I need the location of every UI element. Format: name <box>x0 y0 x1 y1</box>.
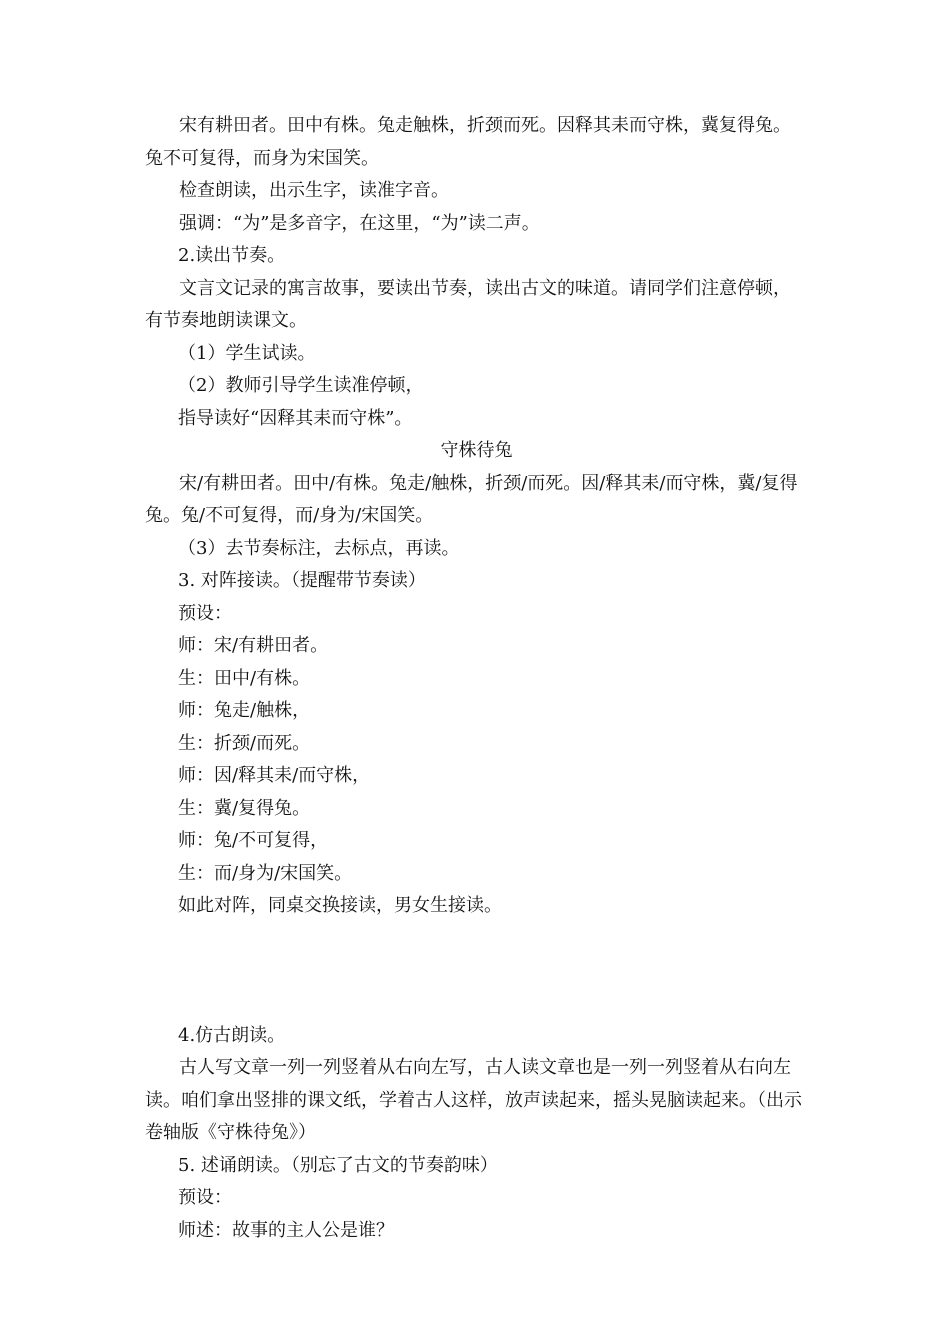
paragraph-spacer <box>0 939 950 1004</box>
paragraph: 2.读出节奏。 <box>178 245 286 266</box>
paragraph: 师：因/释其耒/而守株， <box>178 765 371 786</box>
paragraph: （1）学生试读。 <box>178 342 316 364</box>
paragraph: 生：折颈/而死。 <box>178 732 311 754</box>
paragraph: （2）教师引导学生读准停顿， <box>178 375 424 396</box>
paragraph: 3. 对阵接读。（提醒带节奏读） <box>178 570 426 591</box>
paragraph: 预设： <box>178 1187 232 1208</box>
document-body <box>0 110 950 1247</box>
paragraph: 指导读好“因释其耒而守株”。 <box>178 407 413 429</box>
paragraph: 文言文记录的寓言故事，要读出节奏，读出古文的味道。请同学们注意停顿，有节奏地朗读课文。 <box>145 277 791 331</box>
paragraph: 师：宋/有耕田者。 <box>178 635 329 656</box>
paragraph: 师：兔/不可复得， <box>178 830 329 851</box>
paragraph: 生：田中/有株。 <box>178 667 311 689</box>
paragraph: 宋/有耕田者。田中/有株。兔走/触株，折颈/而死。因/释其耒/而守株，冀/复得兔。兔/不可复得，而/身为/宋国笑。 <box>145 472 798 526</box>
paragraph: 宋有耕田者。田中有株。兔走触株，折颈而死。因释其耒而守株，冀复得兔。兔不可复得，而身为宋国笑。 <box>145 115 791 169</box>
paragraph: 预设： <box>178 602 232 624</box>
paragraph: 4.仿古朗读。 <box>178 1024 286 1046</box>
paragraph: 师述：故事的主人公是谁？ <box>178 1219 394 1241</box>
paragraph: 如此对阵，同桌交换接读，男女生接读。 <box>178 895 502 916</box>
paragraph: 5. 述诵朗读。（别忘了古文的节奏韵味） <box>178 1154 498 1176</box>
section-title: 守株待兔 <box>440 440 513 461</box>
paragraph: 师：兔走/触株， <box>178 700 311 721</box>
paragraph: 生：而/身为/宋国笑。 <box>178 862 353 884</box>
paragraph: 强调：“为”是多音字，在这里，“为”读二声。 <box>179 212 540 234</box>
paragraph: （3）去节奏标注，去标点，再读。 <box>178 537 460 559</box>
paragraph: 检查朗读，出示生字，读准字音。 <box>179 180 449 201</box>
paragraph: 古人写文章一列一列竖着从右向左写，古人读文章也是一列一列竖着从右向左读。咱们拿出竖排的课文纸，学着古人这样，放声读起来，摇头晃脑读起来。（出示卷轴版《守株待兔》） <box>145 1057 802 1143</box>
paragraph: 生：冀/复得兔。 <box>178 797 311 819</box>
